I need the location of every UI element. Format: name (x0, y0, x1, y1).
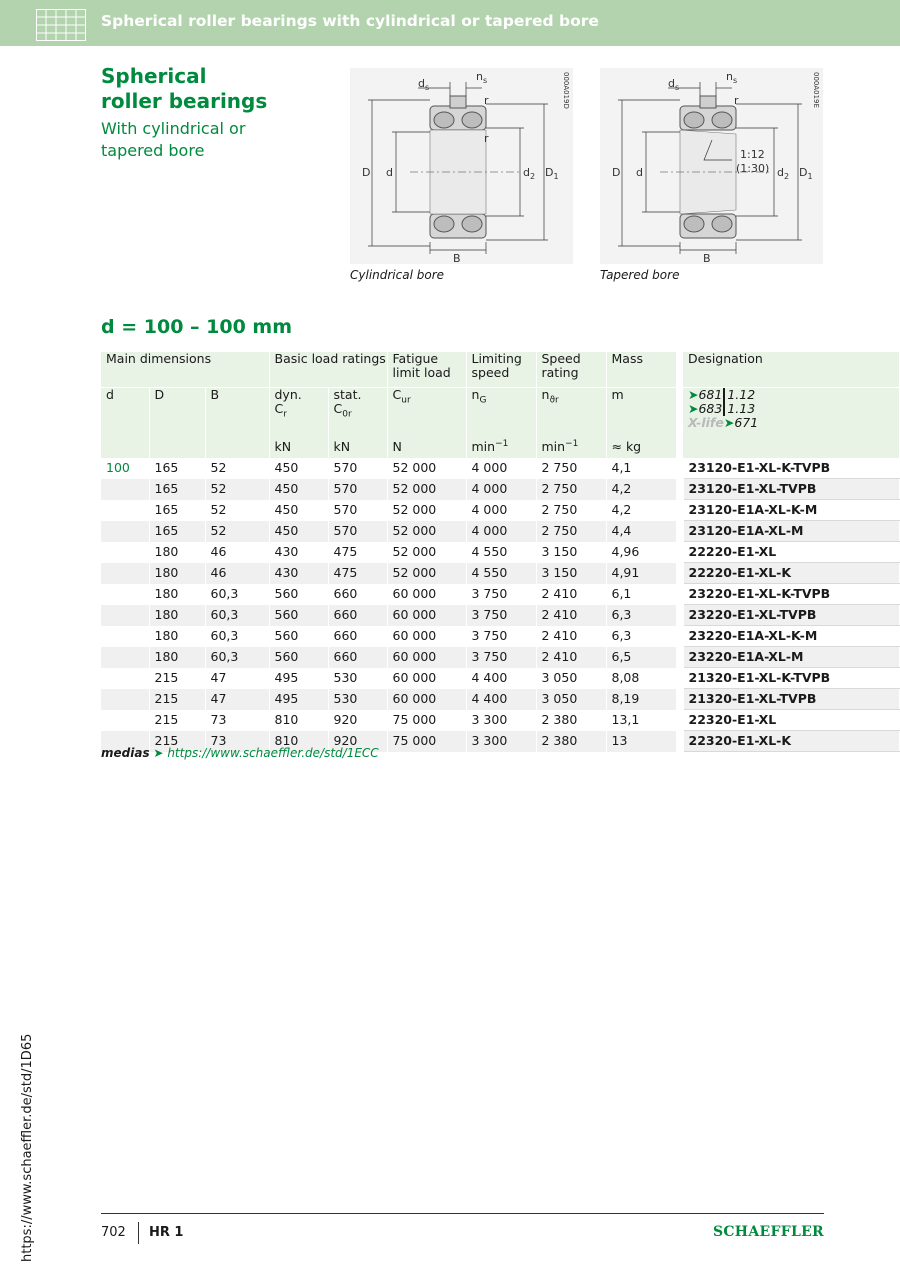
col-header-c0r: stat. $C_{0r}$ kN (328, 388, 387, 459)
cell-designation[interactable]: 23120-E1-XL-TVPB (683, 479, 899, 500)
cell-m: 6,1 (606, 584, 676, 605)
cell-designation[interactable]: 23220-E1-XL-K-TVPB (683, 584, 899, 605)
cell-D: 165 (149, 500, 205, 521)
label-d: d (386, 166, 393, 179)
reference-link-xlife[interactable]: X-life➤671 (688, 415, 759, 430)
column-gap (676, 647, 683, 668)
xlife-logo: X-life (688, 415, 724, 430)
cell-B: 73 (205, 731, 269, 752)
table-row (101, 500, 899, 521)
cell-c0r: 475 (328, 542, 387, 563)
cell-d (101, 479, 149, 500)
cell-B: 47 (205, 668, 269, 689)
figure-cylindrical-bore (350, 68, 573, 264)
column-gap (676, 731, 683, 752)
cell-ng: 4 400 (466, 668, 536, 689)
cell-ng: 3 750 (466, 647, 536, 668)
page-number: 702 (101, 1225, 126, 1240)
cell-d (101, 584, 149, 605)
cell-d (101, 689, 149, 710)
label-d: d (636, 166, 643, 179)
table-grid-icon (36, 9, 86, 41)
page-title-line-2: roller bearings (101, 89, 268, 113)
reference-link-2[interactable]: ➤683 1.13 (688, 401, 756, 416)
cell-m: 6,5 (606, 647, 676, 668)
cell-cur: 60 000 (387, 689, 466, 710)
cell-nth: 3 150 (536, 542, 606, 563)
cell-D: 180 (149, 626, 205, 647)
unit-kn: kN (274, 439, 292, 454)
cell-d (101, 500, 149, 521)
cell-cur: 52 000 (387, 500, 466, 521)
label-ns: $n_s$ (476, 70, 488, 85)
cell-ng: 4 000 (466, 479, 536, 500)
cell-D: 180 (149, 563, 205, 584)
unit-min: $\min^{-1}$ (541, 438, 579, 454)
cell-ng: 3 300 (466, 731, 536, 752)
arrow-right-icon: ➤ (153, 746, 164, 760)
column-gap (676, 689, 683, 710)
cell-d (101, 521, 149, 542)
col-header-ng: $n_G$ $\min^{-1}$ (466, 388, 536, 459)
cell-B: 60,3 (205, 647, 269, 668)
table-row (101, 584, 899, 605)
cell-nth: 2 410 (536, 605, 606, 626)
unit-min: $\min^{-1}$ (471, 438, 509, 454)
cell-designation[interactable]: 22220-E1-XL-K (683, 563, 899, 584)
cell-designation[interactable]: 23120-E1A-XL-M (683, 521, 899, 542)
col-header-cur: $C_{ur}$ N (387, 388, 466, 459)
cell-nth: 2 380 (536, 710, 606, 731)
cell-D: 215 (149, 731, 205, 752)
arrow-right-icon: ➤ (688, 401, 699, 416)
cell-designation[interactable]: 23220-E1-XL-TVPB (683, 605, 899, 626)
cell-ng: 3 750 (466, 626, 536, 647)
cell-designation[interactable]: 22220-E1-XL (683, 542, 899, 563)
table-row (101, 710, 899, 731)
figure-code: 000A019D (562, 72, 570, 109)
column-gap (676, 521, 683, 542)
cell-cr: 450 (269, 479, 328, 500)
cell-designation[interactable]: 21320-E1-XL-TVPB (683, 689, 899, 710)
cell-D: 165 (149, 521, 205, 542)
cell-cur: 60 000 (387, 626, 466, 647)
cell-B: 60,3 (205, 584, 269, 605)
cell-ng: 4 000 (466, 521, 536, 542)
bearing-section-drawing (410, 96, 520, 238)
label-d2: $d_2$ (523, 166, 536, 181)
cell-B: 60,3 (205, 626, 269, 647)
cell-B: 46 (205, 542, 269, 563)
column-gap (676, 500, 683, 521)
cell-D: 180 (149, 647, 205, 668)
cell-m: 6,3 (606, 605, 676, 626)
cell-designation[interactable]: 22320-E1-XL (683, 710, 899, 731)
medias-link[interactable]: medias ➤ https://www.schaeffler.de/std/1ECC (101, 746, 379, 760)
figure-caption-cylindrical: Cylindrical bore (350, 268, 445, 282)
cell-cr: 450 (269, 458, 328, 479)
cell-B: 46 (205, 563, 269, 584)
cell-nth: 2 380 (536, 731, 606, 752)
cell-D: 215 (149, 710, 205, 731)
cell-cur: 52 000 (387, 521, 466, 542)
cell-cr: 450 (269, 500, 328, 521)
cell-d: 100 (101, 458, 149, 479)
cell-D: 215 (149, 689, 205, 710)
table-row (101, 479, 899, 500)
cell-c0r: 475 (328, 563, 387, 584)
cell-B: 52 (205, 458, 269, 479)
column-gap (676, 479, 683, 500)
cell-c0r: 570 (328, 521, 387, 542)
cell-cr: 560 (269, 626, 328, 647)
reference-link-1[interactable]: ➤681 1.12 (688, 387, 756, 402)
cell-c0r: 660 (328, 647, 387, 668)
cell-B: 73 (205, 710, 269, 731)
cell-m: 8,19 (606, 689, 676, 710)
cell-cr: 810 (269, 710, 328, 731)
cell-c0r: 570 (328, 479, 387, 500)
cell-cr: 810 (269, 731, 328, 752)
table-row (101, 647, 899, 668)
cell-ng: 4 000 (466, 500, 536, 521)
cell-cur: 52 000 (387, 563, 466, 584)
bearing-spec-table (101, 352, 900, 752)
cell-c0r: 570 (328, 458, 387, 479)
label-r-top: r (734, 94, 739, 107)
label-taper-ratio-alt: (1:30) (736, 162, 770, 175)
cell-D: 165 (149, 479, 205, 500)
label-r-inner: r (484, 132, 489, 145)
col-group-designation: Designation (683, 352, 899, 388)
footer-separator (138, 1222, 139, 1244)
label-taper-ratio: 1:12 (740, 148, 765, 161)
table-row (101, 542, 899, 563)
cell-c0r: 660 (328, 605, 387, 626)
cell-nth: 2 750 (536, 500, 606, 521)
label-d2: $d_2$ (777, 166, 790, 181)
cell-nth: 2 410 (536, 647, 606, 668)
label-ds: $d_s$ (418, 77, 430, 92)
label-D: D (612, 166, 621, 179)
unit-kn: kN (333, 439, 351, 454)
cell-designation[interactable]: 23220-E1A-XL-K-M (683, 626, 899, 647)
cell-ng: 3 750 (466, 584, 536, 605)
cell-nth: 3 150 (536, 563, 606, 584)
cell-ng: 4 000 (466, 458, 536, 479)
cell-m: 6,3 (606, 626, 676, 647)
label-r-top: r (484, 94, 489, 107)
cell-d (101, 626, 149, 647)
cell-D: 180 (149, 605, 205, 626)
arrow-right-icon: ➤ (688, 387, 699, 402)
table-row (101, 689, 899, 710)
col-header-mass: m ≈ kg (606, 388, 676, 459)
cell-cur: 52 000 (387, 542, 466, 563)
header-title: Spherical roller bearings with cylindrical or tapered bore (101, 12, 599, 30)
cell-c0r: 660 (328, 626, 387, 647)
cell-cur: 60 000 (387, 668, 466, 689)
col-group-fatigue-limit-load: Fatigue limit load (387, 352, 466, 388)
cell-nth: 2 410 (536, 584, 606, 605)
col-header-B: B (205, 388, 269, 459)
cell-cur: 52 000 (387, 479, 466, 500)
page-subtitle-line-2: tapered bore (101, 141, 205, 160)
brand-logo: SCHAEFFLER (712, 1224, 824, 1240)
column-gap (676, 710, 683, 731)
cell-m: 4,1 (606, 458, 676, 479)
cell-cr: 430 (269, 563, 328, 584)
cell-ng: 4 550 (466, 563, 536, 584)
table-row (101, 605, 899, 626)
cell-m: 4,96 (606, 542, 676, 563)
col-header-nthr: $n_{ϑr}$ $\min^{-1}$ (536, 388, 606, 459)
cell-B: 60,3 (205, 605, 269, 626)
footer-divider (101, 1213, 824, 1214)
column-gap (676, 626, 683, 647)
cell-d (101, 605, 149, 626)
cell-cur: 60 000 (387, 584, 466, 605)
cell-cur: 52 000 (387, 458, 466, 479)
cell-m: 4,2 (606, 479, 676, 500)
cell-cur: 75 000 (387, 710, 466, 731)
cell-c0r: 530 (328, 668, 387, 689)
cell-cr: 560 (269, 605, 328, 626)
cell-designation[interactable]: 23120-E1A-XL-K-M (683, 500, 899, 521)
cell-D: 215 (149, 668, 205, 689)
cell-cur: 60 000 (387, 605, 466, 626)
cell-D: 165 (149, 458, 205, 479)
cell-m: 4,2 (606, 500, 676, 521)
cell-ng: 3 300 (466, 710, 536, 731)
cell-c0r: 920 (328, 710, 387, 731)
cell-ng: 4 400 (466, 689, 536, 710)
cell-m: 13,1 (606, 710, 676, 731)
cell-d (101, 710, 149, 731)
page-subtitle-line-1: With cylindrical or (101, 119, 246, 138)
col-header-d: d (101, 388, 149, 459)
cell-m: 4,91 (606, 563, 676, 584)
medias-url[interactable]: https://www.schaeffler.de/std/1ECC (167, 746, 379, 760)
cell-nth: 2 750 (536, 521, 606, 542)
document-code: HR 1 (149, 1225, 184, 1240)
side-url[interactable]: https://www.schaeffler.de/std/1D65 (20, 1033, 35, 1262)
cell-B: 52 (205, 521, 269, 542)
cell-d (101, 542, 149, 563)
cell-B: 52 (205, 500, 269, 521)
label-D1: $D_1$ (799, 166, 813, 181)
cell-cr: 430 (269, 542, 328, 563)
cell-cr: 495 (269, 689, 328, 710)
column-gap (676, 563, 683, 584)
cell-d (101, 563, 149, 584)
cell-cur: 75 000 (387, 731, 466, 752)
cell-nth: 2 410 (536, 626, 606, 647)
cell-nth: 3 050 (536, 668, 606, 689)
cell-nth: 3 050 (536, 689, 606, 710)
table-row (101, 668, 899, 689)
cell-d (101, 647, 149, 668)
cell-D: 180 (149, 542, 205, 563)
col-header-designation-refs (683, 388, 899, 459)
page-title-line-1: Spherical (101, 64, 207, 88)
cell-ng: 4 550 (466, 542, 536, 563)
table-row (101, 563, 899, 584)
cell-designation[interactable]: 21320-E1-XL-K-TVPB (683, 668, 899, 689)
column-gap (676, 605, 683, 626)
cell-m: 13 (606, 731, 676, 752)
unit-kg: ≈ kg (611, 439, 642, 454)
col-header-cr: dyn. $C_r$ kN (269, 388, 328, 459)
cell-c0r: 570 (328, 500, 387, 521)
column-gap (676, 584, 683, 605)
label-B: B (453, 252, 461, 264)
table-row (101, 626, 899, 647)
cell-c0r: 920 (328, 731, 387, 752)
label-ns: $n_s$ (726, 70, 738, 85)
cell-c0r: 660 (328, 584, 387, 605)
page-title (101, 64, 267, 114)
cell-cr: 560 (269, 647, 328, 668)
unit-n: N (392, 439, 402, 454)
column-gap (676, 668, 683, 689)
cell-ng: 3 750 (466, 605, 536, 626)
arrow-right-icon: ➤ (723, 415, 735, 430)
cell-m: 8,08 (606, 668, 676, 689)
cell-designation[interactable]: 22320-E1-XL-K (683, 731, 899, 752)
table-row (101, 458, 899, 479)
cell-cr: 495 (269, 668, 328, 689)
label-ds: $d_s$ (668, 77, 680, 92)
cell-d (101, 668, 149, 689)
col-group-speed-rating: Speed rating (536, 352, 606, 388)
cell-c0r: 530 (328, 689, 387, 710)
table-row (101, 521, 899, 542)
figure-tapered-bore (600, 68, 823, 264)
cell-m: 4,4 (606, 521, 676, 542)
col-group-basic-load-ratings: Basic load ratings (269, 352, 387, 388)
cell-B: 47 (205, 689, 269, 710)
column-gap (676, 458, 683, 479)
cell-B: 52 (205, 479, 269, 500)
page-subtitle (101, 118, 245, 162)
figure-caption-tapered: Tapered bore (600, 268, 680, 282)
dimension-range-heading: d = 100 – 100 mm (101, 316, 293, 338)
cell-nth: 2 750 (536, 458, 606, 479)
col-group-main-dimensions: Main dimensions (101, 352, 269, 388)
header-banner (0, 0, 900, 46)
label-D1: $D_1$ (545, 166, 559, 181)
cell-designation[interactable]: 23220-E1A-XL-M (683, 647, 899, 668)
col-group-mass: Mass (606, 352, 676, 388)
col-group-limiting-speed: Limiting speed (466, 352, 536, 388)
cell-cr: 450 (269, 521, 328, 542)
figure-code: 000A019E (812, 72, 820, 108)
cell-designation[interactable]: 23120-E1-XL-K-TVPB (683, 458, 899, 479)
cell-D: 180 (149, 584, 205, 605)
cell-cur: 60 000 (387, 647, 466, 668)
col-header-D: D (149, 388, 205, 459)
label-D: D (362, 166, 371, 179)
column-gap (676, 542, 683, 563)
cell-cr: 560 (269, 584, 328, 605)
label-B: B (703, 252, 711, 264)
cell-nth: 2 750 (536, 479, 606, 500)
